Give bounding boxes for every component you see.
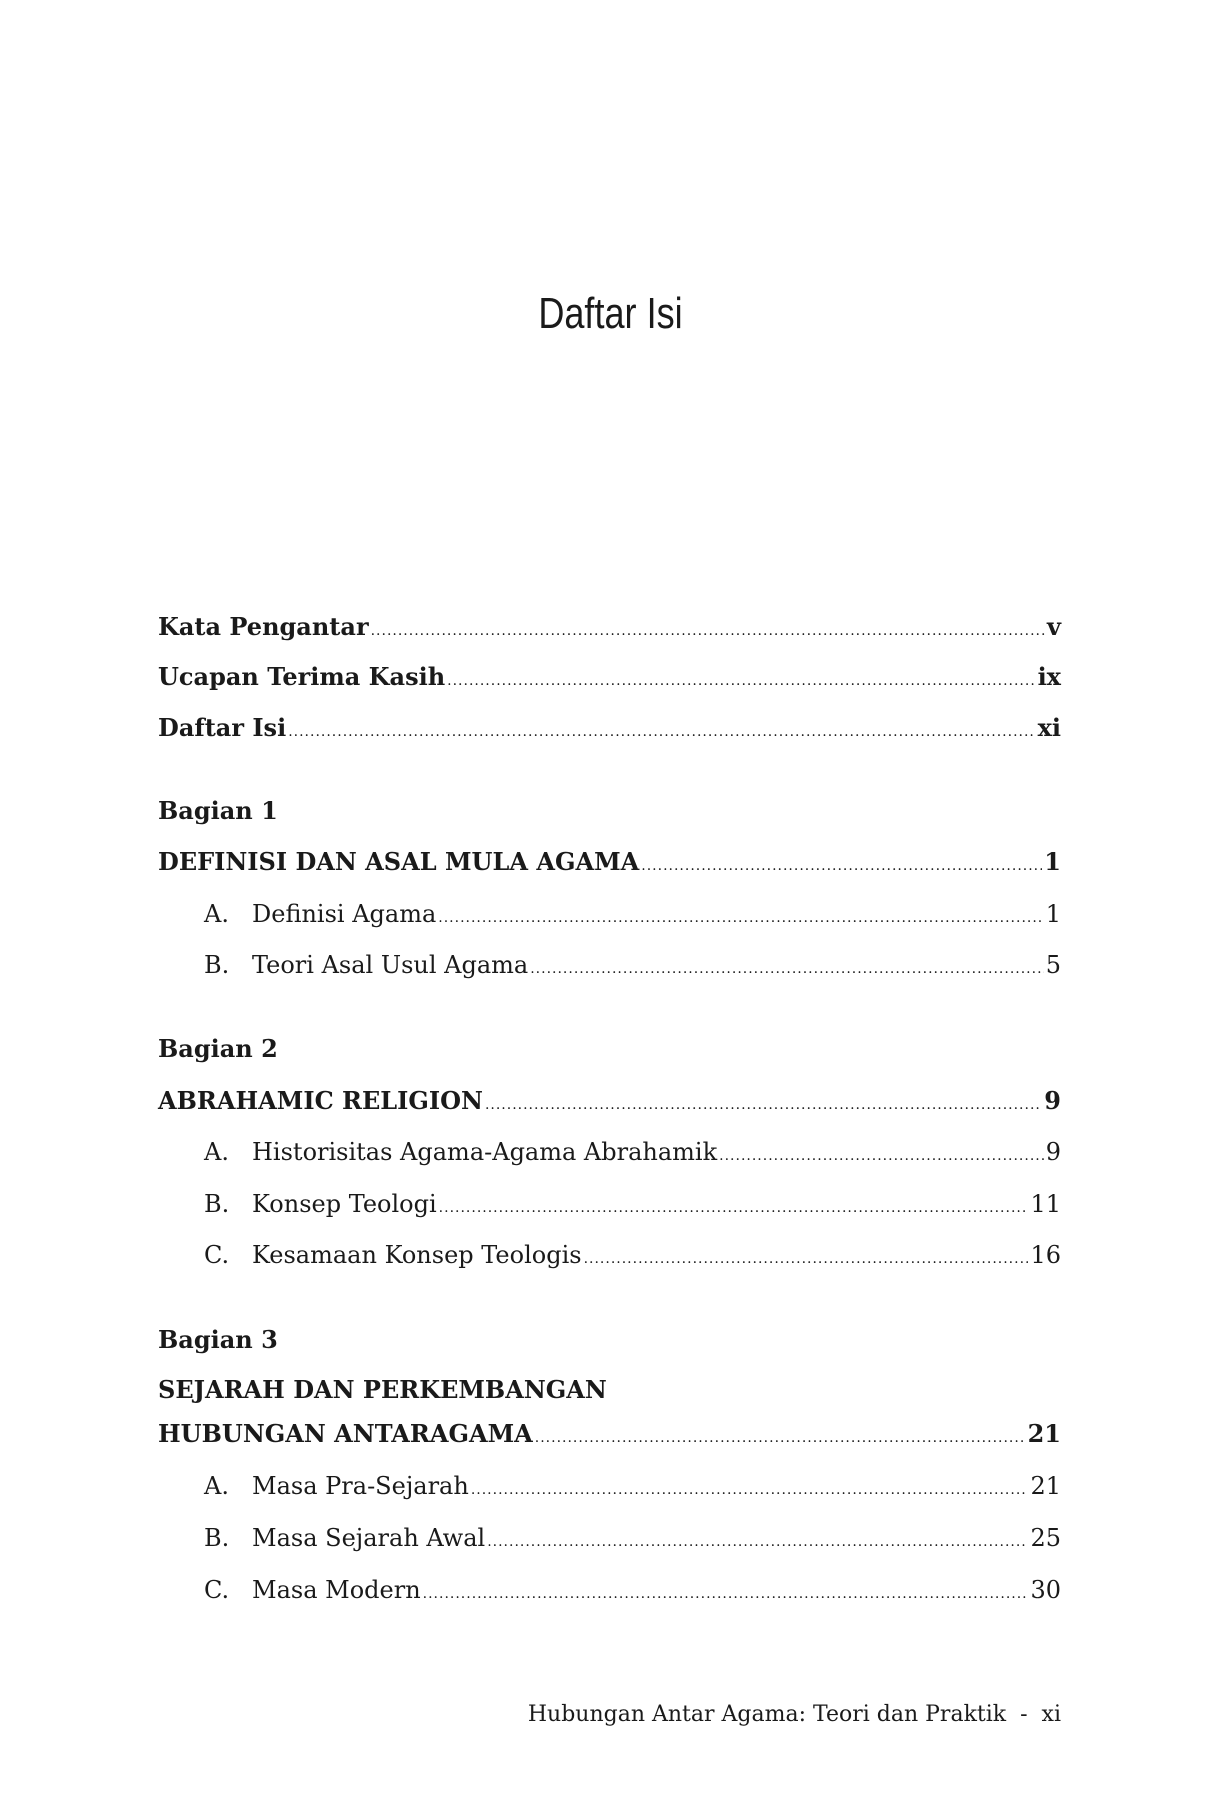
section-letter: C. — [204, 1576, 230, 1604]
section-letter: B. — [204, 1524, 230, 1552]
toc-entry-label: Masa Sejarah Awal — [252, 1524, 486, 1552]
toc-entry-ucapan-terima-kasih[interactable] — [158, 660, 1061, 694]
toc-entry-page: v — [1047, 612, 1061, 641]
toc-section-2a[interactable] — [204, 1135, 1061, 1169]
toc-entry-label: Konsep Teologi — [252, 1190, 437, 1218]
toc-entry-daftar-isi[interactable] — [158, 711, 1061, 745]
section-letter: B. — [204, 1190, 230, 1218]
toc-entry-page: 21 — [1030, 1472, 1061, 1500]
dot-leader — [438, 901, 1043, 935]
dot-leader — [535, 1421, 1026, 1455]
part-heading-3: Bagian 3 — [158, 1325, 278, 1354]
dot-leader — [288, 715, 1035, 749]
part-heading-1: Bagian 1 — [158, 796, 278, 825]
dot-leader — [584, 1242, 1029, 1276]
running-footer — [528, 1700, 1061, 1730]
dot-leader — [641, 849, 1042, 883]
toc-section-2c[interactable] — [204, 1238, 1061, 1272]
dot-leader — [719, 1139, 1044, 1173]
section-letter: A. — [204, 1138, 229, 1166]
toc-chapter-title: HUBUNGAN ANTARAGAMA — [158, 1419, 533, 1448]
toc-entry-label: Teori Asal Usul Agama — [252, 951, 529, 979]
section-letter: A. — [204, 900, 229, 928]
toc-entry-page: 11 — [1030, 1190, 1061, 1218]
dot-leader — [530, 952, 1044, 986]
page-title: Daftar Isi — [538, 289, 683, 338]
dot-leader — [485, 1088, 1042, 1122]
dot-leader — [447, 664, 1035, 698]
toc-section-1a[interactable] — [204, 897, 1061, 931]
toc-section-1b[interactable] — [204, 948, 1061, 982]
toc-entry-label: Ucapan Terima Kasih — [158, 662, 446, 691]
toc-entry-page: 30 — [1030, 1576, 1061, 1604]
footer-book-title: Hubungan Antar Agama: Teori dan Praktik — [527, 1702, 1007, 1727]
toc-entry-kata-pengantar[interactable] — [158, 610, 1061, 644]
toc-chapter-3[interactable] — [158, 1417, 1061, 1451]
toc-entry-label: Historisitas Agama-Agama Abrahamik — [252, 1138, 718, 1166]
toc-entry-page: 1 — [1045, 900, 1061, 928]
toc-chapter-title: ABRAHAMIC RELIGION — [158, 1086, 483, 1115]
dot-leader — [371, 614, 1045, 648]
toc-chapter-title: DEFINISI DAN ASAL MULA AGAMA — [158, 847, 640, 876]
toc-section-2b[interactable] — [204, 1187, 1061, 1221]
dot-leader — [471, 1473, 1029, 1507]
toc-entry-page: ix — [1037, 662, 1061, 691]
toc-entry-page: xi — [1037, 713, 1061, 742]
dot-leader — [439, 1191, 1029, 1225]
toc-chapter-title-line1: SEJARAH DAN PERKEMBANGAN — [158, 1375, 607, 1404]
toc-entry-page: 21 — [1027, 1419, 1061, 1448]
toc-chapter-1[interactable] — [158, 845, 1061, 879]
dot-leader — [423, 1577, 1029, 1611]
toc-entry-label: Masa Pra-Sejarah — [252, 1472, 469, 1500]
toc-entry-page: 5 — [1045, 951, 1061, 979]
toc-section-3c[interactable] — [204, 1573, 1061, 1607]
section-letter: A. — [204, 1472, 229, 1500]
toc-entry-label: Definisi Agama — [252, 900, 437, 928]
section-letter: B. — [204, 951, 230, 979]
toc-section-3b[interactable] — [204, 1521, 1061, 1555]
footer-separator: - — [1020, 1702, 1028, 1727]
toc-entry-label: Kata Pengantar — [158, 612, 369, 641]
part-heading-2: Bagian 2 — [158, 1034, 278, 1063]
dot-leader — [487, 1525, 1028, 1559]
toc-entry-page: 25 — [1030, 1524, 1061, 1552]
toc-section-3a[interactable] — [204, 1469, 1061, 1503]
toc-entry-page: 9 — [1044, 1086, 1061, 1115]
toc-entry-page: 9 — [1045, 1138, 1061, 1166]
toc-entry-page: 1 — [1044, 847, 1061, 876]
toc-entry-page: 16 — [1030, 1241, 1061, 1269]
toc-entry-label: Kesamaan Konsep Teologis — [252, 1241, 582, 1269]
footer-page-number: xi — [1041, 1702, 1061, 1727]
toc-entry-label: Masa Modern — [252, 1576, 421, 1604]
toc-chapter-2[interactable] — [158, 1084, 1061, 1118]
toc-entry-label: Daftar Isi — [158, 713, 287, 742]
section-letter: C. — [204, 1241, 230, 1269]
